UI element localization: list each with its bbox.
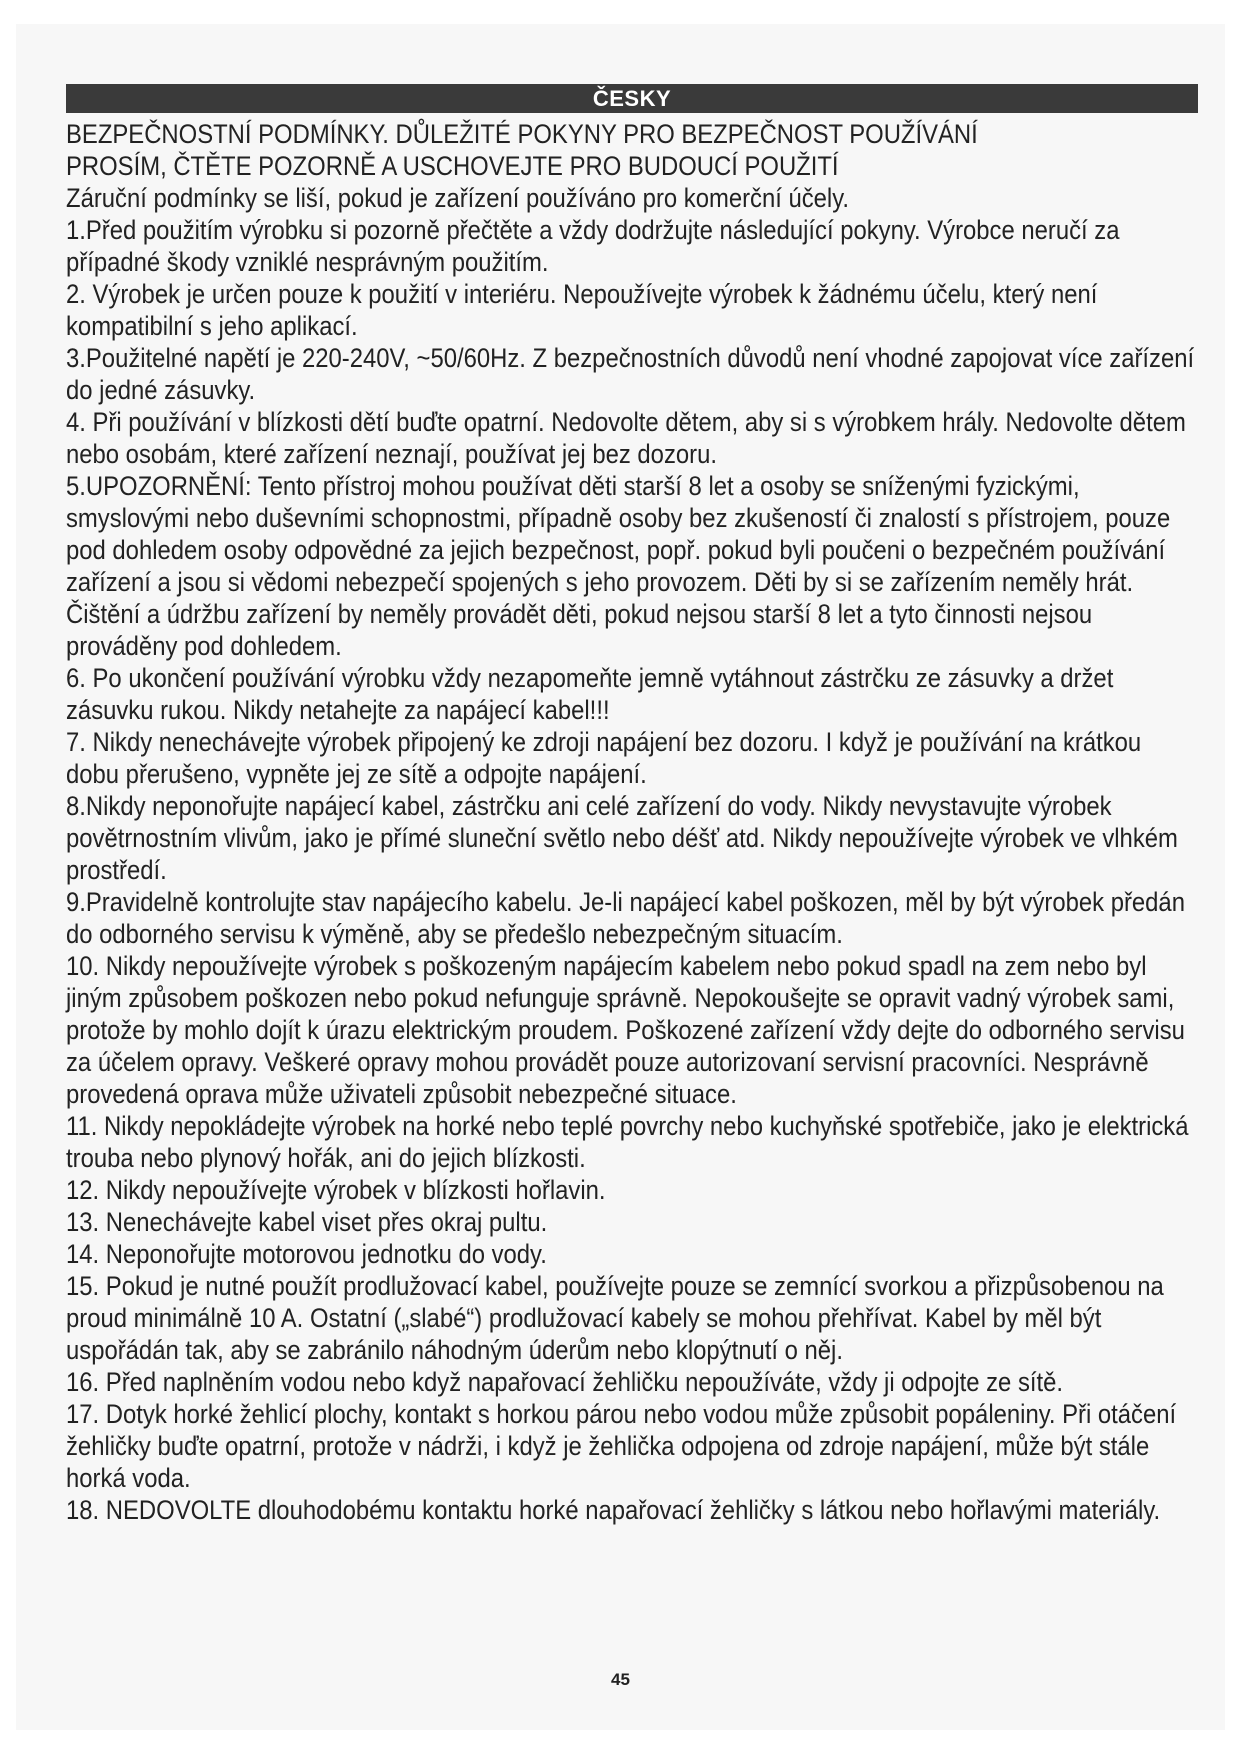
instruction-5: 5.UPOZORNĚNÍ: Tento přístroj mohou používat děti starší 8 let a osoby se sníženými fyzickými, smyslovými nebo duševními schopnostmi, případně osoby bez zkušeností či znalostí s přístrojem, pouze pod dohledem osoby odpovědné za jejich bezpečnost, popř. pokud byli poučeni o bezpečném používání zařízení a jsou si vědomi nebezpečí spojených s jeho provozem. Děti by si se zařízením neměly hrát. Čištění a údržbu zařízení by neměly provádět děti, pokud nejsou starší 8 let a tyto činnosti nejsou prováděny pod dohledem.: [66, 471, 1171, 661]
page-number: 45: [611, 1670, 630, 1689]
instruction-3: 3.Použitelné napětí je 220-240V, ~50/60Hz. Z bezpečnostních důvodů není vhodné zapojovat více zařízení do jedné zásuvky.: [66, 343, 1195, 405]
instruction-15: 15. Pokud je nutné použít prodlužovací kabel, používejte pouze se zemnící svorkou a přizpůsobenou na proud minimálně 10 A. Ostatní („slabé“) prodlužovací kabely se mohou přehřívat. Kabel by měl být uspořádán tak, aby se zabránilo náhodným úderům nebo klopýtnutí o něj.: [66, 1271, 1164, 1365]
heading-line-2: PROSÍM, ČTĚTE POZORNĚ A USCHOVEJTE PRO BUDOUCÍ POUŽITÍ: [66, 151, 839, 181]
instruction-1: 1.Před použitím výrobku si pozorně přečtěte a vždy dodržujte následující pokyny. Výrobce neručí za případné škody vzniklé nesprávným použitím.: [66, 215, 1120, 277]
instruction-9: 9.Pravidelně kontrolujte stav napájecího kabelu. Je-li napájecí kabel poškozen, měl by být výrobek předán do odborného servisu k výměně, aby se předešlo nebezpečným situacím.: [66, 887, 1185, 949]
instruction-2: 2. Výrobek je určen pouze k použití v interiéru. Nepoužívejte výrobek k žádnému účelu, který není kompatibilní s jeho aplikací.: [66, 279, 1098, 341]
heading-line-1: BEZPEČNOSTNÍ PODMÍNKY. DŮLEŽITÉ POKYNY PRO BEZPEČNOST POUŽÍVÁNÍ: [66, 119, 978, 149]
instruction-13: 13. Nenechávejte kabel viset přes okraj pultu.: [66, 1207, 548, 1237]
warranty-note: Záruční podmínky se liší, pokud je zařízení používáno pro komerční účely.: [66, 183, 850, 213]
instruction-7: 7. Nikdy nenechávejte výrobek připojený ke zdroji napájení bez dozoru. I když je používání na krátkou dobu přerušeno, vypněte jej ze sítě a odpojte napájení.: [66, 727, 1142, 789]
instruction-6: 6. Po ukončení používání výrobku vždy nezapomeňte jemně vytáhnout zástrčku ze zásuvky a držet zásuvku rukou. Nikdy netahejte za napájecí kabel!!!: [66, 663, 1114, 725]
language-header-bar: ČESKY: [66, 84, 1198, 113]
instruction-18: 18. NEDOVOLTE dlouhodobému kontaktu horké napařovací žehličky s látkou nebo hořlavými materiály.: [66, 1495, 1161, 1525]
instruction-4: 4. Při používání v blízkosti dětí buďte opatrní. Nedovolte dětem, aby si s výrobkem hrály. Nedovolte dětem nebo osobám, které zařízení neznají, používat jej bez dozoru.: [66, 407, 1186, 469]
document-body: [66, 118, 1195, 1526]
instruction-10: 10. Nikdy nepoužívejte výrobek s poškozeným napájecím kabelem nebo pokud spadl na zem nebo byl jiným způsobem poškozen nebo pokud nefunguje správně. Nepokoušejte se opravit vadný výrobek sami, protože by mohlo dojít k úrazu elektrickým proudem. Poškozené zařízení vždy dejte do odborného servisu za účelem opravy. Veškeré opravy mohou provádět pouze autorizovaní servisní pracovníci. Nesprávně provedená oprava může uživateli způsobit nebezpečné situace.: [66, 951, 1185, 1109]
instruction-12: 12. Nikdy nepoužívejte výrobek v blízkosti hořlavin.: [66, 1175, 606, 1205]
instruction-11: 11. Nikdy nepokládejte výrobek na horké nebo teplé povrchy nebo kuchyňské spotřebiče, jako je elektrická trouba nebo plynový hořák, ani do jejich blízkosti.: [66, 1111, 1189, 1173]
instruction-14: 14. Neponořujte motorovou jednotku do vody.: [66, 1239, 547, 1269]
instruction-8: 8.Nikdy neponořujte napájecí kabel, zástrčku ani celé zařízení do vody. Nikdy nevystavujte výrobek povětrnostním vlivům, jako je přímé sluneční světlo nebo déšť atd. Nikdy nepoužívejte výrobek ve vlhkém prostředí.: [66, 791, 1178, 885]
instruction-16: 16. Před naplněním vodou nebo když napařovací žehličku nepoužíváte, vždy ji odpojte ze sítě.: [66, 1367, 1064, 1397]
instruction-17: 17. Dotyk horké žehlicí plochy, kontakt s horkou párou nebo vodou může způsobit popáleniny. Při otáčení žehličky buďte opatrní, protože v nádrži, i když je žehlička odpojena od zdroje napájení, může být stále horká voda.: [66, 1399, 1177, 1493]
